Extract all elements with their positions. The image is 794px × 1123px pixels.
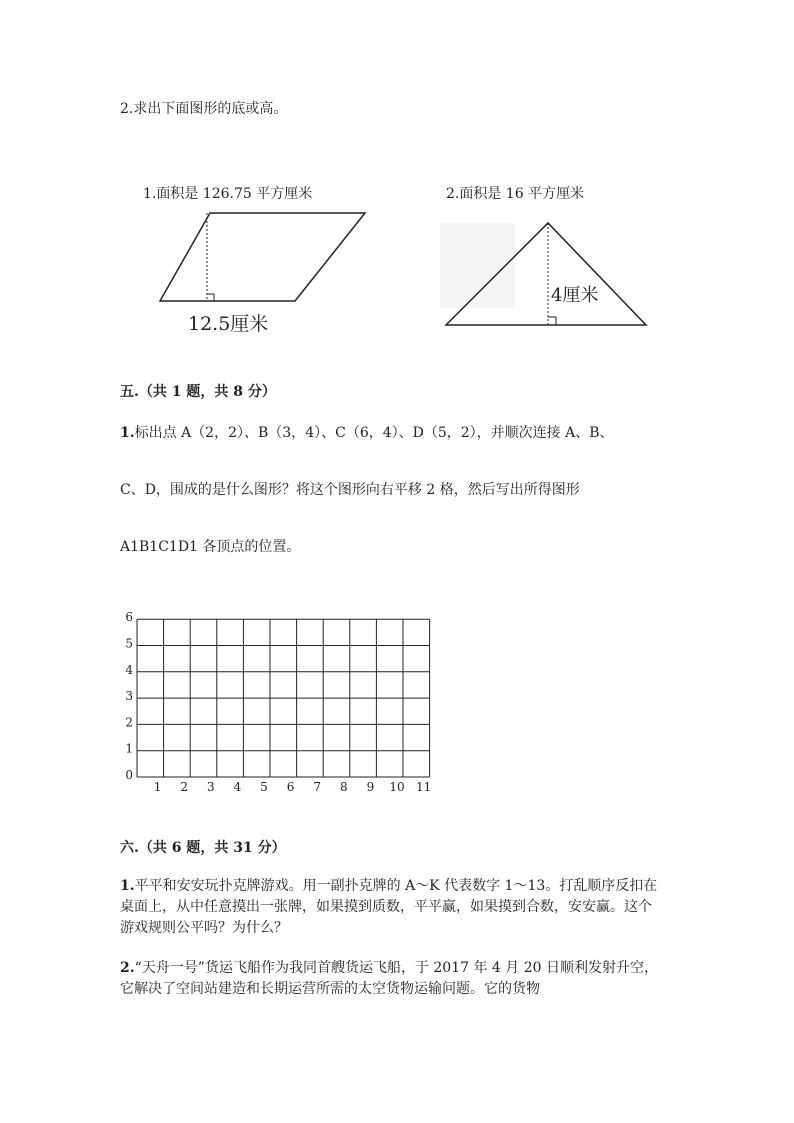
x-axis-label: 10 bbox=[389, 780, 405, 794]
y-axis-label: 5 bbox=[125, 636, 133, 651]
x-axis-label: 8 bbox=[339, 780, 348, 794]
question-text: 2.求出下面图形的底或高。 bbox=[120, 101, 288, 117]
section-heading: 六.（共 6 题，共 31 分） bbox=[120, 840, 286, 856]
question-paragraph bbox=[120, 876, 660, 939]
y-axis-label: 3 bbox=[125, 689, 133, 704]
x-axis-label: 3 bbox=[206, 780, 215, 794]
y-axis-label: 6 bbox=[125, 610, 133, 625]
question-line: A1B1C1D1 各顶点的位置。 bbox=[120, 539, 301, 555]
question-number: 1. bbox=[120, 878, 135, 894]
x-axis-label: 5 bbox=[260, 780, 268, 794]
x-axis-label: 4 bbox=[233, 780, 242, 794]
x-axis-label: 1 bbox=[153, 780, 162, 794]
question-line: C、D，围成的是什么图形？将这个图形向右平移 2 格，然后写出所得图形 bbox=[120, 482, 580, 498]
parallelogram-shape bbox=[160, 213, 365, 301]
section-heading: 五.（共 1 题，共 8 分） bbox=[120, 384, 276, 400]
triangle-figure bbox=[438, 215, 653, 340]
right-angle-mark bbox=[207, 294, 214, 301]
question-text: 平平和安安玩扑克牌游戏。用一副扑克牌的 A～K 代表数字 1～13。打乱顺序反扣在桌面上，从中任意摸出一张牌，如果摸到质数，平平赢，如果摸到合数，安安赢。这个游戏规则公平吗？为什么？ bbox=[120, 878, 658, 936]
question-number: 1. bbox=[120, 425, 135, 441]
y-axis-label: 2 bbox=[125, 715, 133, 730]
question-text: 标出点 A（2，2）、B（3，4）、C（6，4）、D（5，2），并顺次连接 A、B、 bbox=[134, 425, 614, 441]
parallelogram-figure bbox=[150, 205, 370, 340]
question-line bbox=[120, 422, 614, 442]
right-angle-mark bbox=[548, 317, 556, 325]
y-axis-label: 1 bbox=[125, 741, 133, 756]
x-axis-label: 9 bbox=[366, 780, 375, 794]
triangle-caption: 2.面积是 16 平方厘米 bbox=[446, 186, 585, 202]
triangle-height-label: 4厘米 bbox=[551, 285, 599, 306]
parallelogram-base-label: 12.5厘米 bbox=[188, 313, 269, 335]
x-axis-label: 6 bbox=[286, 780, 295, 794]
x-axis-label: 11 bbox=[415, 780, 432, 794]
x-axis-label: 7 bbox=[313, 780, 322, 794]
y-axis-label: 4 bbox=[125, 662, 133, 677]
x-axis-label: 2 bbox=[180, 780, 189, 794]
coordinate-grid bbox=[115, 605, 445, 800]
y-axis-label: 0 bbox=[125, 768, 133, 782]
parallelogram-caption: 1.面积是 126.75 平方厘米 bbox=[143, 186, 313, 202]
question-text: “天舟一号”货运飞船作为我同首艘货运飞船，于 2017 年 4 月 20 日顺利发射升空，它解决了空间站建造和长期运营所需的太空货物运输问题。它的货物 bbox=[120, 960, 658, 997]
question-number: 2. bbox=[120, 960, 135, 976]
question-paragraph bbox=[120, 958, 660, 1000]
